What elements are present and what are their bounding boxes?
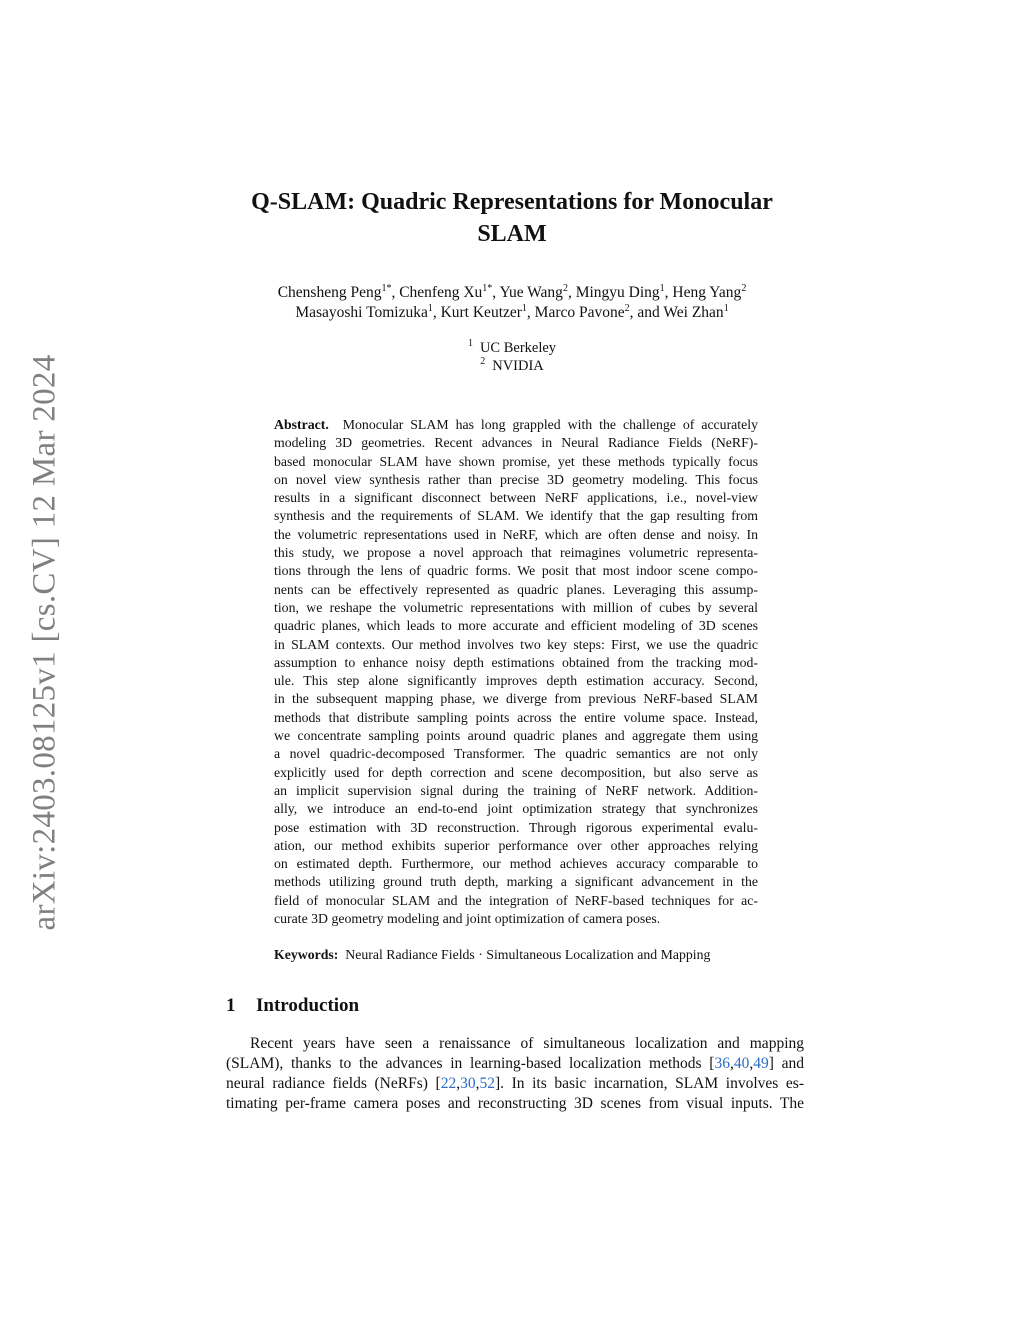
- abstract-line: in SLAM contexts. Our method involves two key steps: First, we use the quadric: [274, 636, 758, 652]
- author-list: [180, 283, 844, 323]
- author-affiliation-mark: 1: [427, 303, 433, 314]
- abstract-line: on novel view synthesis rather than precise 3D geometry modeling. This focus: [274, 471, 758, 487]
- section-heading-introduction: [226, 994, 359, 1018]
- abstract-line: methods utilizing ground truth depth, marking a significant advancement in the: [274, 874, 758, 890]
- section-title: Introduction: [256, 995, 360, 1016]
- abstract-line: curate 3D geometry modeling and joint optimization of camera poses.: [274, 911, 661, 927]
- affiliation: [300, 339, 724, 357]
- citation-link[interactable]: 30: [460, 1075, 476, 1092]
- abstract-line: tion, we reshape the volumetric representations with million of cubes by several: [274, 599, 758, 615]
- author-name: Chensheng Peng: [277, 284, 382, 301]
- author-name: Yue Wang: [499, 284, 563, 301]
- intro-text: neural radiance fields (NeRFs) [: [226, 1075, 441, 1092]
- intro-line: (SLAM), thanks to the advances in learning-based localization methods [36,40,49] and: [226, 1055, 804, 1072]
- abstract-line: tions through the lens of quadric forms. We posit that most indoor scene compo-: [274, 563, 758, 579]
- author-name: Heng Yang: [672, 284, 742, 301]
- abstract-line: an implicit supervision signal during the training of NeRF network. Addition-: [274, 782, 758, 798]
- abstract-line: [274, 416, 758, 434]
- abstract-line: field of monocular SLAM and the integration of NeRF-based techniques for ac-: [274, 892, 758, 908]
- title-line: Q-SLAM: Quadric Representations for Monocular: [251, 189, 773, 215]
- author-name: Wei Zhan: [663, 304, 724, 321]
- affiliation-name: UC Berkeley: [479, 340, 557, 356]
- abstract-line: pose estimation with 3D reconstruction. Through rigorous experimental evalu-: [274, 819, 758, 835]
- citation-link[interactable]: 40: [733, 1055, 750, 1072]
- author-name: Marco Pavone: [534, 304, 625, 321]
- intro-line: neural radiance fields (NeRFs) [22,30,52]. In its basic incarnation, SLAM involves es-: [226, 1075, 804, 1092]
- introduction-paragraph: [226, 1034, 804, 1114]
- author-name: Mingyu Ding: [575, 284, 660, 301]
- citation-link[interactable]: 49: [753, 1055, 769, 1072]
- abstract-line: nents can be effectively represented as quadric planes. Leveraging this assump-: [274, 581, 758, 597]
- abstract-line: synthesis and the requirements of SLAM. We identify that the gap resulting from: [274, 508, 758, 524]
- abstract-line: on estimated depth. Furthermore, our method achieves accuracy comparable to: [274, 856, 758, 872]
- author-affiliation-mark: 2: [562, 283, 568, 294]
- author-affiliation-mark: 2: [624, 303, 630, 314]
- author-affiliation-mark: 2: [741, 283, 747, 294]
- intro-text: ] and: [768, 1055, 804, 1072]
- abstract-line: methods that distribute sampling points across the entire volume space. Instead,: [274, 709, 758, 725]
- abstract-line: based monocular SLAM have shown promise, yet these methods typically focus: [274, 453, 758, 469]
- intro-line: timating per-frame camera poses and reconstructing 3D scenes from visual inputs. The: [226, 1095, 804, 1112]
- abstract-line: assumption to enhance noisy depth estimations obtained from the tracking mod-: [274, 654, 758, 670]
- citation-link[interactable]: 36: [714, 1055, 730, 1072]
- affiliation-name: NVIDIA: [492, 358, 544, 374]
- affiliation-mark: 2: [480, 356, 486, 367]
- keywords-label: Keywords:: [274, 947, 339, 962]
- abstract-line: results in a significant disconnect between NeRF applications, i.e., novel-view: [274, 490, 758, 506]
- author-name: Chenfeng Xu: [399, 284, 483, 301]
- affiliation-list: [300, 339, 724, 375]
- affiliation: [300, 357, 724, 375]
- abstract-line: explicitly used for depth correction and scene decomposition, but also serve as: [274, 764, 758, 780]
- author-line-2: Masayoshi Tomizuka$^1$, Kurt Keutzer$^1$, Marco Pavone$^2$, and Wei Zhan$^1$: [295, 303, 729, 321]
- author-name: Masayoshi Tomizuka: [295, 304, 428, 321]
- author-affiliation-mark: 1: [521, 303, 527, 314]
- paper-title: [200, 186, 824, 250]
- title-line: SLAM: [477, 221, 547, 247]
- abstract-line: quadric planes, which leads to more accurate and efficient modeling of 3D scenes: [274, 618, 758, 634]
- arxiv-identifier: [24, 345, 66, 940]
- author-affiliation-mark: 1: [659, 283, 665, 294]
- abstract-line: ally, we introduce an end-to-end joint optimization strategy that synchronizes: [274, 801, 758, 817]
- arxiv-identifier-text: arXiv:2403.08125v1 [cs.CV] 12 Mar 2024: [26, 354, 63, 931]
- section-number: 1: [226, 995, 236, 1016]
- author-affiliation-mark: 1: [723, 303, 729, 314]
- abstract: [274, 416, 758, 928]
- author-conjunction: and: [637, 304, 664, 321]
- author-affiliation-mark: 1*: [381, 283, 392, 294]
- abstract-line: ule. This step alone significantly improves depth estimation accuracy. Second,: [274, 673, 758, 689]
- abstract-label: Abstract.: [274, 417, 329, 432]
- abstract-line: the volumetric representations used in NeRF, which are often dense and noisy. In: [274, 526, 758, 542]
- abstract-line: in the subsequent mapping phase, we diverge from previous NeRF-based SLAM: [274, 691, 758, 707]
- abstract-line: a novel quadric-decomposed Transformer. The quadric semantics are not only: [274, 746, 758, 762]
- intro-text: (SLAM), thanks to the advances in learning-based localization methods [: [226, 1055, 715, 1072]
- keywords-text: Neural Radiance Fields · Simultaneous Localization and Mapping: [345, 947, 711, 962]
- keywords: [274, 946, 758, 964]
- affiliation-mark: 1: [467, 338, 473, 349]
- citation-link[interactable]: 22: [440, 1075, 457, 1092]
- abstract-line: modeling 3D geometries. Recent advances in Neural Radiance Fields (NeRF)-: [274, 435, 758, 451]
- author-name: Kurt Keutzer: [440, 304, 522, 321]
- intro-line: Recent years have seen a renaissance of simultaneous localization and mapping: [250, 1035, 804, 1052]
- abstract-line: ation, our method exhibits superior performance over other approaches relying: [274, 837, 758, 853]
- author-line-1: Chensheng Peng$^{1*}$, Chenfeng $Xu^{1*}$, Yue Wang$^2$, Mingyu Ding$^1$, Heng Yang$^2$: [277, 283, 747, 301]
- author-affiliation-mark: 1*: [482, 283, 493, 294]
- abstract-line: we concentrate sampling points around quadric planes and aggregate them using: [274, 728, 758, 744]
- abstract-text: Monocular SLAM has long grappled with the challenge of accurately: [342, 417, 758, 432]
- intro-text: ]. In its basic incarnation, SLAM involves es-: [494, 1075, 804, 1092]
- abstract-line: this study, we propose a novel approach that reimagines volumetric representa-: [274, 545, 758, 561]
- citation-link[interactable]: 52: [479, 1075, 495, 1092]
